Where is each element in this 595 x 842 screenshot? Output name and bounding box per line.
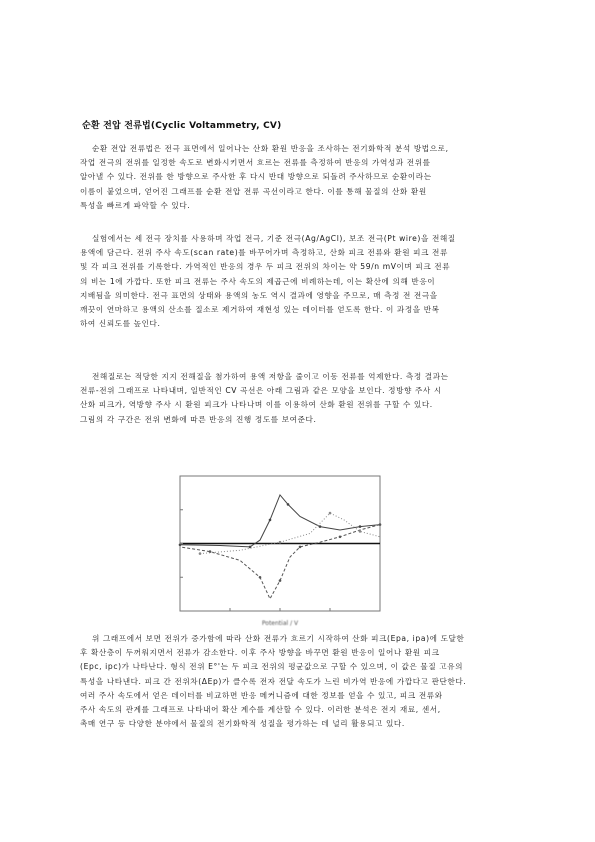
- cv-data-point: [279, 579, 282, 582]
- text-line: 순환 전압 전류법은 전극 표면에서 일어나는 산화 환원 반응을 조사하는 전기화학적 분석 방법으로,: [92, 144, 449, 153]
- text-line: 및 각 피크 전위를 기록한다. 가역적인 반응의 경우 두 피크 전위의 차이는 약 59/n mV이며 피크 전류: [80, 262, 451, 272]
- cv-data-point: [299, 546, 302, 549]
- text-line: 용액에 담근다. 전위 주사 속도(scan rate)를 바꾸어가며 측정하고, 산화 피크 전류와 환원 피크 전류: [80, 248, 448, 258]
- text-line: 알아낼 수 있다. 전위를 한 방향으로 주사한 후 다시 반대 방향으로 되돌려 주사하므로 순환이라는: [80, 172, 432, 182]
- cv-data-point: [199, 552, 202, 555]
- text-line: 지배됨을 의미한다. 전극 표면의 상태와 용액의 농도 역시 결과에 영향을 주므로, 매 측정 전 전극을: [80, 290, 438, 300]
- text-line: 그림의 각 구간은 전위 변화에 따른 반응의 진행 정도를 보여준다.: [80, 414, 317, 424]
- text-line: 전류-전위 그래프로 나타내며, 일반적인 CV 곡선은 아래 그림과 같은 모양을 보인다. 정방향 주사 시: [80, 386, 442, 396]
- text-line: 하여 신뢰도를 높인다.: [80, 319, 161, 329]
- cv-figure: [170, 470, 390, 630]
- cv-series-line: [200, 513, 380, 554]
- text-line: 전해질로는 적당한 지지 전해질을 첨가하여 용액 저항을 줄이고 이동 전류를 억제한다. 측정 결과는: [92, 372, 449, 381]
- section-title: 순환 전압 전류법(Cyclic Voltammetry, CV): [82, 121, 282, 131]
- cv-data-point: [319, 525, 322, 528]
- paragraph-3: [80, 370, 517, 427]
- paragraph-2: [80, 232, 517, 331]
- text-line: 특성을 빠르게 파악할 수 있다.: [80, 200, 191, 210]
- cv-data-point: [339, 536, 342, 539]
- text-line: 주사 속도의 관계를 그래프로 나타내어 확산 계수를 계산할 수 있다. 이러한 분석은 전지 재료, 센서,: [80, 704, 441, 714]
- cv-data-point: [279, 541, 282, 544]
- cv-data-point: [359, 530, 362, 533]
- text-line: (Epc, ipc)가 나타난다. 형식 전위 E°'는 두 피크 전위의 평균값으로 구할 수 있으며, 이 값은 물질 고유의: [80, 662, 464, 672]
- cv-data-point: [329, 512, 332, 515]
- cv-data-point: [259, 576, 262, 579]
- cv-data-point: [359, 525, 362, 528]
- text-line: 여러 주사 속도에서 얻은 데이터를 비교하면 반응 메커니즘에 대한 정보를 얻을 수 있고, 피크 전류와: [80, 690, 443, 700]
- paragraph-4: [80, 632, 517, 731]
- cv-series-line: [180, 495, 380, 547]
- text-line: 실험에서는 세 전극 장치를 사용하며 작업 전극, 기준 전극(Ag/AgCl), 보조 전극(Pt wire)을 전해질: [92, 234, 456, 243]
- cv-chart: [170, 470, 390, 620]
- cv-data-point: [269, 519, 272, 522]
- text-line: 특성을 나타낸다. 피크 간 전위차(ΔEp)가 클수록 전자 전달 속도가 느린 비가역 반응에 가깝다고 판단한다.: [80, 676, 467, 686]
- cv-series-line: [180, 525, 380, 599]
- figure-caption: Potential / V: [261, 620, 299, 627]
- text-line: 위 그래프에서 보면 전위가 증가함에 따라 산화 전류가 흐르기 시작하여 산화 피크(Epa, ipa)에 도달한: [92, 634, 465, 643]
- text-line: 촉매 연구 등 다양한 분야에서 물질의 전기화학적 성질을 평가하는 데 널리 활용되고 있다.: [80, 719, 405, 729]
- paragraph-1: [80, 142, 517, 213]
- text-line: 후 확산층이 두꺼워지면서 전류가 감소한다. 이후 주사 방향을 바꾸면 환원 반응이 일어나 환원 피크: [80, 648, 440, 658]
- text-line: 의 비는 1에 가깝다. 또한 피크 전류는 주사 속도의 제곱근에 비례하는데, 이는 확산에 의해 반응이: [80, 276, 436, 286]
- text-line: 이름이 붙었으며, 얻어진 그래프를 순환 전압 전류 곡선이라고 한다. 이를 통해 물질의 산화 환원: [80, 186, 427, 196]
- cv-data-point: [287, 503, 290, 506]
- cv-data-point: [379, 523, 382, 526]
- text-line: 산화 피크가, 역방향 주사 시 환원 피크가 나타나며 이를 이용하여 산화 환원 전위를 구할 수 있다.: [80, 400, 433, 410]
- text-line: 작업 전극의 전위를 일정한 속도로 변화시키면서 흐르는 전류를 측정하여 반응의 가역성과 전위를: [80, 158, 431, 168]
- text-line: 깨끗이 연마하고 용액의 산소를 질소로 제거하여 재현성 있는 데이터를 얻도록 한다. 이 과정을 반복: [80, 304, 440, 314]
